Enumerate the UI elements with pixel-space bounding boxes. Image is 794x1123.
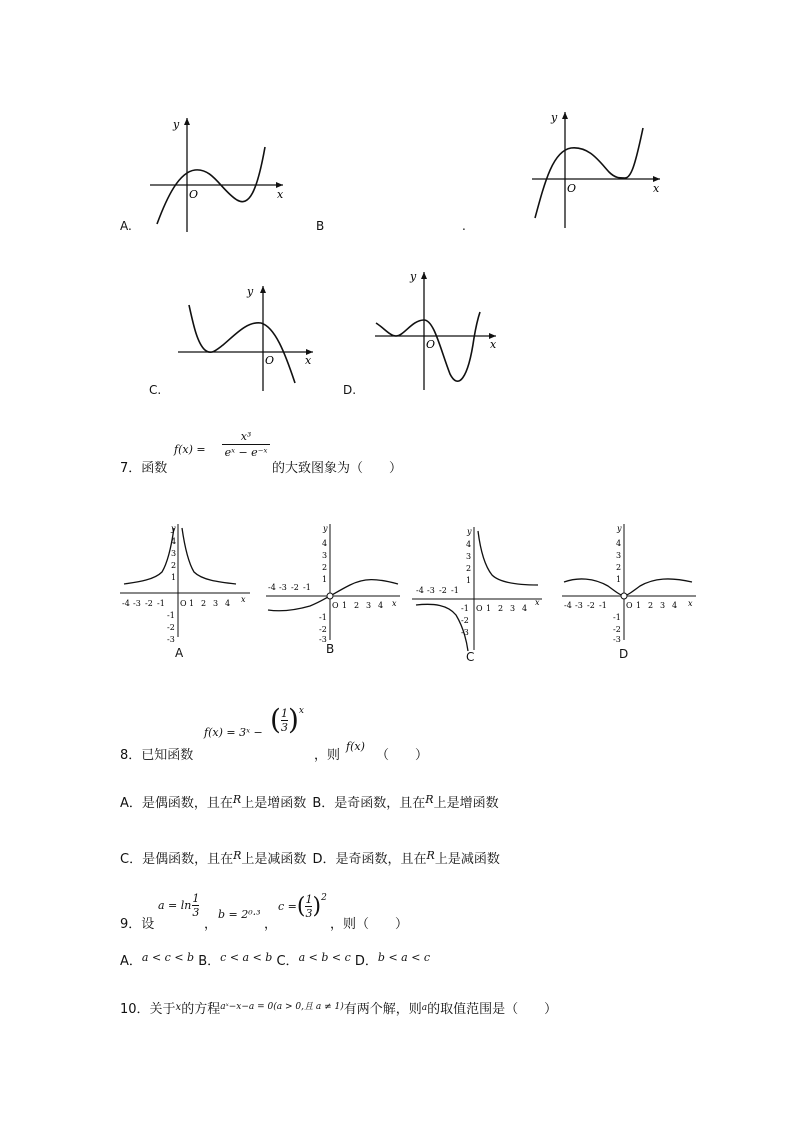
q9-options: A．$^{a < c < b}$ B．$^{c < a < b}$ C．$^{a < b < c}$ D．$^{b < a < c}$ xyxy=(120,951,431,969)
graph-top-a xyxy=(145,112,290,237)
svg-text:1: 1 xyxy=(466,576,472,585)
y-label: y xyxy=(410,270,417,283)
svg-text:y: y xyxy=(467,527,472,536)
svg-text:-4: -4 xyxy=(564,601,572,610)
q8-paren: （ ） xyxy=(376,748,429,763)
origin-label: O xyxy=(265,354,275,367)
svg-text:4: 4 xyxy=(616,539,622,548)
paren-left: ( xyxy=(270,703,281,736)
svg-text:-2: -2 xyxy=(613,625,621,634)
q8-option-b: B．是奇函数，且在$^R$上是增函数 xyxy=(312,793,499,811)
q8-option-d: D．是奇函数，且在$^R$上是减函数 xyxy=(312,849,500,867)
svg-text:3: 3 xyxy=(616,551,622,560)
q8-then: ，则 xyxy=(314,748,341,763)
q7-tail: 的大致图象为（ ） xyxy=(272,461,403,476)
svg-text:-3: -3 xyxy=(279,583,287,592)
svg-text:2: 2 xyxy=(201,599,207,608)
svg-text:x: x xyxy=(688,599,693,608)
svg-text:-1: -1 xyxy=(461,604,469,613)
svg-text:-3: -3 xyxy=(575,601,583,610)
svg-text:-3: -3 xyxy=(133,599,141,608)
q8-formula: f(x) = 3ˣ − xyxy=(204,726,263,739)
graph-d-label: D. xyxy=(343,383,357,397)
svg-text:2: 2 xyxy=(322,563,328,572)
q7-graph-b xyxy=(264,522,404,642)
q7-fraction xyxy=(222,430,270,459)
svg-text:2: 2 xyxy=(498,604,504,613)
svg-text:4: 4 xyxy=(225,599,231,608)
svg-text:1: 1 xyxy=(322,575,328,584)
svg-text:x: x xyxy=(241,595,246,604)
graph-b-dot: . xyxy=(462,219,466,233)
svg-text:3: 3 xyxy=(213,599,219,608)
svg-text:O: O xyxy=(626,601,633,610)
q7-graph-c xyxy=(410,525,545,655)
svg-text:-2: -2 xyxy=(291,583,299,592)
paren-left: ( xyxy=(296,893,306,919)
svg-text:1: 1 xyxy=(189,599,195,608)
q9-c: c = ( $\frac{1}{3}$ ) 2 xyxy=(278,893,327,920)
q7-formula-lhs: f(x) = xyxy=(174,443,206,456)
svg-text:4: 4 xyxy=(672,601,678,610)
origin-label: O xyxy=(567,182,577,195)
graph-top-c xyxy=(175,283,320,398)
q9-a-lhs: a = ln xyxy=(158,899,192,912)
svg-text:1: 1 xyxy=(636,601,642,610)
svg-text:3: 3 xyxy=(322,551,328,560)
svg-text:-4: -4 xyxy=(122,599,130,608)
svg-text:-2: -2 xyxy=(587,601,595,610)
q8-number: 8．已知函数 xyxy=(120,748,194,763)
fraction-bar xyxy=(222,444,270,445)
separator: ， xyxy=(264,917,278,932)
svg-text:4: 4 xyxy=(522,604,528,613)
svg-text:-3: -3 xyxy=(613,635,621,642)
svg-text:-3: -3 xyxy=(427,586,435,595)
graph-top-d xyxy=(372,268,502,393)
q8-exponent: x xyxy=(298,706,304,716)
q7-graph-d xyxy=(560,522,700,642)
svg-text:-2: -2 xyxy=(319,625,327,634)
svg-text:2: 2 xyxy=(648,601,654,610)
x-label: x xyxy=(277,188,284,201)
q9-option-c: a < b < c xyxy=(298,951,351,964)
q9-a xyxy=(158,892,199,919)
svg-text:1: 1 xyxy=(171,573,177,582)
svg-text:2: 2 xyxy=(466,564,472,573)
svg-text:4: 4 xyxy=(171,537,177,546)
q9-number: 9．设 xyxy=(120,917,155,932)
q8-fraction xyxy=(281,707,288,734)
graph-c-label: C. xyxy=(149,383,162,397)
x-label: x xyxy=(490,338,497,351)
svg-text:1: 1 xyxy=(486,604,492,613)
svg-text:-3: -3 xyxy=(461,628,469,637)
graph-top-b xyxy=(527,106,667,236)
origin-label: O xyxy=(189,188,199,201)
svg-text:2: 2 xyxy=(616,563,622,572)
svg-text:-4: -4 xyxy=(416,586,424,595)
svg-text:O: O xyxy=(180,599,187,608)
q8-fraction-group xyxy=(270,703,304,736)
graph-a-label: A. xyxy=(120,219,132,233)
svg-text:x: x xyxy=(392,599,397,608)
q7-option-a: A xyxy=(175,646,184,660)
svg-text:-2: -2 xyxy=(145,599,153,608)
paren-right: ) xyxy=(287,703,299,736)
q7-number: 7．函数 xyxy=(120,461,168,476)
q7-option-c: C xyxy=(466,650,475,664)
svg-text:4: 4 xyxy=(322,539,328,548)
q10-text: 10．关于$^x$的方程$^{aˣ-x-a = 0(a > 0,且 a \ne 1)}$有两个解，则$^a$的取值范围是（ ） xyxy=(120,1002,558,1017)
svg-text:-1: -1 xyxy=(451,586,459,595)
svg-text:-4: -4 xyxy=(268,583,276,592)
svg-text:4: 4 xyxy=(378,601,384,610)
svg-text:-3: -3 xyxy=(319,635,327,642)
svg-text:y: y xyxy=(617,524,622,533)
svg-text:O: O xyxy=(476,604,483,613)
separator: ， xyxy=(204,917,218,932)
svg-text:-2: -2 xyxy=(439,586,447,595)
q8-option-c: C．是偶函数，且在$^R$上是减函数 D．是奇函数，且在$^R$上是减函数 xyxy=(120,849,500,867)
q9-option-b: c < a < b xyxy=(220,951,273,964)
svg-text:3: 3 xyxy=(466,552,472,561)
svg-text:-1: -1 xyxy=(303,583,311,592)
q9-b: b = 2⁰·³ xyxy=(218,908,261,921)
origin-label: O xyxy=(426,338,436,351)
svg-text:y: y xyxy=(171,524,176,533)
x-label: x xyxy=(305,354,312,367)
paren-right: ) xyxy=(312,893,322,919)
svg-text:1: 1 xyxy=(342,601,348,610)
svg-text:4: 4 xyxy=(466,540,472,549)
svg-text:1: 1 xyxy=(616,575,622,584)
svg-text:y: y xyxy=(323,524,328,533)
q9-c-fraction: $\frac{1}{3}$ xyxy=(305,893,313,920)
q7-option-b: B xyxy=(326,642,335,656)
x-label: x xyxy=(653,182,660,195)
svg-text:2: 2 xyxy=(171,561,177,570)
q8-option-a: A．是偶函数，且在$^R$上是增函数 B．是奇函数，且在$^R$上是增函数 xyxy=(120,793,499,811)
svg-text:-1: -1 xyxy=(167,611,175,620)
svg-text:-3: -3 xyxy=(167,635,175,642)
y-label: y xyxy=(173,118,180,131)
q7-graph-a xyxy=(118,522,253,642)
q7-option-d: D xyxy=(619,647,629,661)
y-label: y xyxy=(551,111,558,124)
svg-text:2: 2 xyxy=(354,601,360,610)
q7-numerator: x³ xyxy=(240,430,252,443)
svg-text:-2: -2 xyxy=(167,623,175,632)
q10-equation: aˣ−x−a = 0(a > 0,且 a ≠ 1) xyxy=(220,1002,344,1012)
q8-fx: f(x) xyxy=(346,740,365,753)
q7-denominator: eˣ − e⁻ˣ xyxy=(224,446,268,459)
svg-text:3: 3 xyxy=(171,549,177,558)
svg-text:3: 3 xyxy=(660,601,666,610)
y-label: y xyxy=(247,285,254,298)
q8-frac-num: 1 xyxy=(280,706,288,720)
q8-frac-den: 3 xyxy=(280,720,288,734)
svg-text:x: x xyxy=(535,598,540,607)
svg-text:-1: -1 xyxy=(319,613,327,622)
svg-text:3: 3 xyxy=(366,601,372,610)
svg-text:O: O xyxy=(332,601,339,610)
svg-text:-2: -2 xyxy=(461,616,469,625)
q9-option-a: a < c < b xyxy=(141,951,195,964)
graph-b-label: B xyxy=(316,219,325,233)
svg-text:3: 3 xyxy=(510,604,516,613)
q9-a-fraction: $\frac{1}{3}$ xyxy=(192,892,200,919)
svg-text:-1: -1 xyxy=(599,601,607,610)
q9-option-d: b < a < c xyxy=(377,951,431,964)
svg-text:-1: -1 xyxy=(613,613,621,622)
svg-text:-1: -1 xyxy=(157,599,165,608)
q9-then: ，则（ ） xyxy=(330,917,409,932)
